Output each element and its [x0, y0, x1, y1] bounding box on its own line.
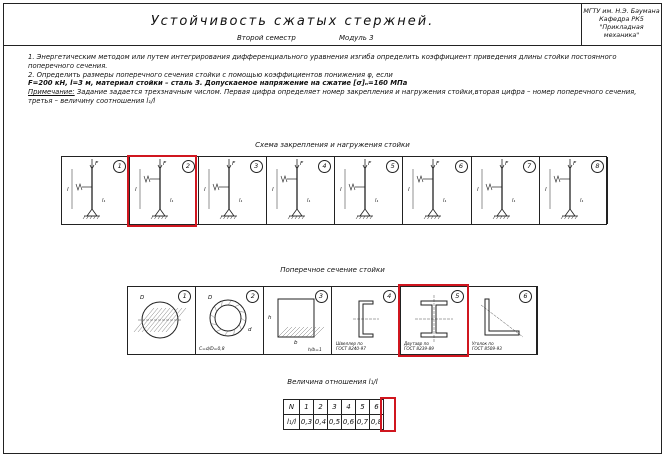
- scheme-number-badge: 6: [455, 160, 468, 173]
- scheme-number-badge: 2: [182, 160, 195, 173]
- task-text: [28, 53, 648, 106]
- ground-hatch: [503, 216, 505, 219]
- hatch-line: [290, 327, 300, 337]
- hatch-line: [298, 327, 308, 337]
- length-label: l: [408, 187, 410, 193]
- force-label: F: [163, 161, 167, 167]
- scheme-number-badge: 1: [113, 160, 126, 173]
- ground-hatch: [291, 216, 293, 219]
- hatch-line: [314, 327, 324, 337]
- spring-icon: [213, 184, 219, 190]
- length-label: l: [135, 187, 137, 193]
- ground-hatch: [234, 216, 236, 219]
- length-label: l: [271, 187, 274, 193]
- ratio-n: 3: [328, 400, 342, 415]
- force-label: F: [95, 161, 99, 167]
- inner-diameter-label: d: [248, 326, 252, 333]
- hatch-line: [235, 305, 240, 307]
- center-line: [481, 305, 523, 337]
- ratio-n: 2: [314, 400, 328, 415]
- section-number-badge: 4: [383, 290, 396, 303]
- ground-hatch: [424, 216, 426, 219]
- title-block: [4, 4, 661, 46]
- hatch-line: [216, 329, 221, 331]
- module-label: Модуль 3: [339, 34, 374, 42]
- length1-label: l₁: [375, 198, 379, 204]
- section-number-badge: 6: [519, 290, 532, 303]
- ground-hatch: [302, 216, 304, 219]
- force-label: F: [572, 161, 576, 167]
- hatch-line: [286, 327, 296, 337]
- ratio-hb-label: h/b=1: [308, 347, 323, 353]
- hatch-line: [239, 324, 241, 329]
- org-department: Кафедра РК5: [599, 15, 644, 23]
- diameter-label: D: [208, 295, 213, 302]
- ground-hatch: [435, 216, 437, 219]
- scheme-number-badge: 8: [591, 160, 604, 173]
- pin-support: [224, 209, 234, 216]
- channel-caption: Швеллер по: [335, 340, 363, 346]
- length-label: l: [203, 187, 206, 193]
- angle-caption: Уголок по: [471, 340, 494, 346]
- ground-hatch: [363, 216, 365, 219]
- height-label: h: [268, 315, 272, 322]
- ground-hatch: [360, 216, 362, 219]
- spring-icon: [76, 184, 82, 190]
- ground-hatch: [493, 216, 495, 219]
- hatch-line: [294, 327, 304, 337]
- ratio-n: 6: [370, 400, 384, 415]
- length1-label: l₁: [306, 198, 311, 204]
- selected-section-highlight: [398, 284, 469, 357]
- ground-hatch: [571, 216, 573, 219]
- selected-ratio-highlight: [380, 397, 396, 432]
- hatch-line: [228, 300, 232, 305]
- diameter-label: D: [139, 295, 145, 302]
- ground-hatch: [356, 216, 358, 219]
- ratio-n: 4: [342, 400, 356, 415]
- angle-standard: ГОСТ 8509-93: [471, 345, 502, 351]
- cross-section-title: Поперечное сечение стойки: [280, 266, 385, 274]
- spring-icon: [554, 176, 560, 182]
- spring-icon: [281, 176, 287, 182]
- length-label: l: [544, 187, 547, 193]
- hatch-line: [211, 314, 216, 318]
- org-university: МГТУ им. Н.Э. Баумана: [583, 7, 660, 15]
- width-label: b: [294, 339, 298, 346]
- selected-scheme-highlight: [127, 155, 197, 227]
- hatch-line: [225, 331, 229, 336]
- pin-support: [428, 209, 438, 216]
- note-text: Задание задается трехзначным числом. Первая цифра определяет номер закрепления и нагружения стойки,вторая цифра – номер поперечного сечения, третья – величину соотношения l₁/l: [28, 88, 637, 105]
- ground-hatch: [431, 216, 433, 219]
- ground-hatch: [561, 216, 563, 219]
- ratio-value: 0,5: [328, 415, 342, 430]
- angle-shape: [485, 299, 519, 335]
- ground-hatch: [87, 216, 89, 219]
- section-number-badge: 5: [451, 290, 464, 303]
- hatch-line: [282, 327, 292, 337]
- ground-hatch: [90, 216, 92, 219]
- ratio-value: 0,3: [300, 415, 314, 430]
- ground-hatch: [223, 216, 225, 219]
- semester-label: Второй семестр: [237, 34, 296, 42]
- ground-hatch: [97, 216, 99, 219]
- cross-section-strip: [127, 286, 538, 355]
- task-line-2: 2. Определить размеры поперечного сечения стойки с помощью коэффициентов понижения φ, если: [28, 70, 393, 79]
- scheme-number-badge: 3: [250, 160, 263, 173]
- ratio-n: 5: [356, 400, 370, 415]
- ground-hatch: [230, 216, 232, 219]
- ground-hatch: [564, 216, 566, 219]
- hatch-line: [241, 318, 246, 322]
- ratio-value: 0,4: [314, 415, 328, 430]
- pin-support: [497, 209, 507, 216]
- task-line-1: 1. Энергетическим методом или путем интегрирования дифференциального уравнения изгиба определить коэффициент приведения длины стойки постоянного поперечного сечения.: [28, 53, 617, 70]
- ratio-value: 0,6: [342, 415, 356, 430]
- note-label: Примечание:: [28, 88, 75, 97]
- length-label: l: [67, 187, 69, 193]
- task-line-3: F=200 кН, l=3 м, материал стойки – сталь 3. Допускаемое напряжение на сжатие [σ]ₙ=160 МПа: [28, 79, 408, 88]
- spring-icon: [486, 184, 492, 190]
- force-label: F: [368, 161, 372, 167]
- page-title: Устойчивость сжатых стержней.: [150, 14, 435, 29]
- length1-label: l₁: [511, 198, 515, 204]
- force-label: F: [436, 161, 440, 167]
- length-label: l: [340, 187, 342, 193]
- section-number-badge: 3: [315, 290, 328, 303]
- ground-hatch: [94, 216, 96, 219]
- ground-hatch: [575, 216, 577, 219]
- force-label: F: [504, 161, 508, 167]
- ratio-c-label: C=d/D=0,8: [199, 346, 225, 352]
- ground-hatch: [438, 216, 440, 219]
- ground-hatch: [220, 216, 222, 219]
- section-number-badge: 1: [178, 290, 191, 303]
- pin-support: [565, 209, 575, 216]
- spring-icon: [349, 184, 355, 190]
- ground-hatch: [288, 216, 290, 219]
- ratio-n: 1: [300, 400, 314, 415]
- ibeam-caption: Двутавр по: [403, 340, 429, 346]
- length1-label: l₁: [238, 198, 242, 204]
- length-label: l: [476, 187, 479, 193]
- ground-hatch: [367, 216, 369, 219]
- scheme-number-badge: 7: [523, 160, 536, 173]
- task-note: [28, 88, 648, 106]
- ground-hatch: [500, 216, 502, 219]
- organization-block: [581, 4, 661, 45]
- pin-support: [292, 209, 302, 216]
- ratio-table: [283, 399, 384, 430]
- org-discipline: "Прикладная механика": [599, 23, 644, 39]
- scheme-number-badge: 5: [386, 160, 399, 173]
- hatch-line: [215, 306, 217, 311]
- ratio-title: Величина отношения l₁/l: [287, 378, 378, 386]
- ground-hatch: [507, 216, 509, 219]
- ground-hatch: [370, 216, 372, 219]
- square-section: [278, 299, 314, 337]
- ratio-head-r: l₁/l: [284, 415, 300, 430]
- ratio-value: 0,8: [370, 415, 384, 430]
- length1-label: l₁: [443, 198, 447, 204]
- hatch-line: [302, 327, 312, 337]
- ground-hatch: [568, 216, 570, 219]
- hatch-line: [278, 327, 288, 337]
- hatch-line: [306, 327, 316, 337]
- ground-hatch: [428, 216, 430, 219]
- channel-standard: ГОСТ 8240-97: [335, 345, 366, 351]
- ground-hatch: [298, 216, 300, 219]
- ratio-row-values: [284, 415, 384, 430]
- ratio-row-n: [284, 400, 384, 415]
- ground-hatch: [496, 216, 498, 219]
- ibeam-standard: ГОСТ 8239-89: [403, 345, 434, 351]
- ground-hatch: [227, 216, 229, 219]
- pin-support: [87, 209, 97, 216]
- ground-hatch: [83, 216, 85, 219]
- ratio-head-n: N: [284, 400, 300, 415]
- length1-label: l₁: [170, 198, 174, 204]
- scheme-number-badge: 4: [318, 160, 331, 173]
- force-label: F: [299, 161, 303, 167]
- ratio-value: 0,7: [356, 415, 370, 430]
- spring-icon: [417, 176, 423, 182]
- inner-circle: [215, 305, 241, 331]
- ground-hatch: [295, 216, 297, 219]
- pin-support: [360, 209, 370, 216]
- section-number-badge: 2: [246, 290, 259, 303]
- schemes-title: Схема закрепления и нагружения стойки: [255, 141, 410, 149]
- length1-label: l₁: [102, 198, 106, 204]
- hatch-line: [310, 327, 320, 337]
- length1-label: l₁: [579, 198, 584, 204]
- force-label: F: [231, 161, 235, 167]
